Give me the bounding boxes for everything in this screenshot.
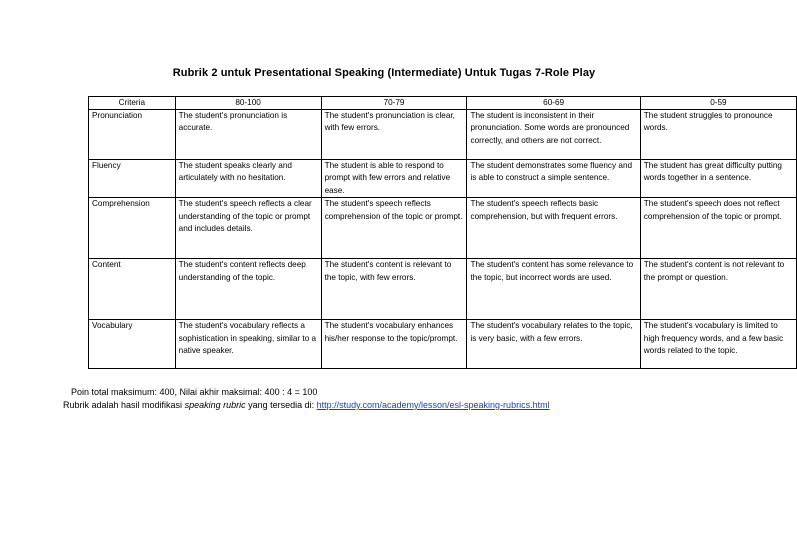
source-prefix: Rubrik adalah hasil modifikasi bbox=[63, 400, 185, 410]
table-cell: The student speaks clearly and articulately with no hesitation. bbox=[175, 160, 321, 198]
table-cell: The student's speech reflects comprehension of the topic or prompt. bbox=[321, 198, 467, 259]
table-cell: The student's vocabulary enhances his/her response to the topic/prompt. bbox=[321, 320, 467, 369]
table-cell: The student's pronunciation is clear, with few errors. bbox=[321, 110, 467, 160]
header-score-80-100: 80-100 bbox=[175, 97, 321, 110]
table-cell: The student's content has some relevance to the topic, but incorrect words are used. bbox=[467, 259, 640, 320]
header-criteria: Criteria bbox=[89, 97, 176, 110]
source-link[interactable]: http://study.com/academy/lesson/esl-speaking-rubrics.html bbox=[316, 400, 550, 410]
source-note bbox=[63, 400, 550, 410]
table-cell: The student's pronunciation is accurate. bbox=[175, 110, 321, 160]
table-cell: The student's vocabulary relates to the topic, is very basic, with a few errors. bbox=[467, 320, 640, 369]
header-score-70-79: 70-79 bbox=[321, 97, 467, 110]
table-header-row bbox=[89, 97, 797, 110]
table-cell: The student's speech does not reflect comprehension of the topic or prompt. bbox=[640, 198, 796, 259]
table-cell: The student struggles to pronounce words. bbox=[640, 110, 796, 160]
table-cell: The student demonstrates some fluency and is able to construct a simple sentence. bbox=[467, 160, 640, 198]
header-score-60-69: 60-69 bbox=[467, 97, 640, 110]
table-row-pronunciation bbox=[89, 110, 797, 160]
table-row-fluency bbox=[89, 160, 797, 198]
table-cell: The student's content reflects deep understanding of the topic. bbox=[175, 259, 321, 320]
criteria-cell: Comprehension bbox=[89, 198, 176, 259]
table-cell: The student's content is relevant to the topic, with few errors. bbox=[321, 259, 467, 320]
table-cell: The student is able to respond to prompt with few errors and relative ease. bbox=[321, 160, 467, 198]
table-cell: The student has great difficulty putting words together in a sentence. bbox=[640, 160, 796, 198]
criteria-cell: Fluency bbox=[89, 160, 176, 198]
table-cell: The student's content is not relevant to the prompt or question. bbox=[640, 259, 796, 320]
table-row-vocabulary bbox=[89, 320, 797, 369]
table-cell: The student's vocabulary reflects a sophistication in speaking, similar to a native speaker. bbox=[175, 320, 321, 369]
criteria-cell: Content bbox=[89, 259, 176, 320]
table-cell: The student's speech reflects basic comprehension, but with frequent errors. bbox=[467, 198, 640, 259]
table-row-content bbox=[89, 259, 797, 320]
table-cell: The student's vocabulary is limited to high frequency words, and a few basic words related to the topic. bbox=[640, 320, 796, 369]
criteria-cell: Pronunciation bbox=[89, 110, 176, 160]
score-note: Poin total maksimum: 400, Nilai akhir maksimal: 400 : 4 = 100 bbox=[71, 387, 318, 397]
criteria-cell: Vocabulary bbox=[89, 320, 176, 369]
source-italic-term: speaking rubric bbox=[184, 400, 246, 410]
rubric-table bbox=[88, 96, 797, 369]
source-middle: yang tersedia di: bbox=[245, 400, 317, 410]
table-cell: The student's speech reflects a clear understanding of the topic or prompt and includes details. bbox=[175, 198, 321, 259]
table-cell: The student is inconsistent in their pronunciation. Some words are pronounced correctly, and others are not correct. bbox=[467, 110, 640, 160]
header-score-0-59: 0-59 bbox=[640, 97, 796, 110]
table-row-comprehension bbox=[89, 198, 797, 259]
document-title: Rubrik 2 untuk Presentational Speaking (Intermediate) Untuk Tugas 7-Role Play bbox=[172, 67, 596, 79]
